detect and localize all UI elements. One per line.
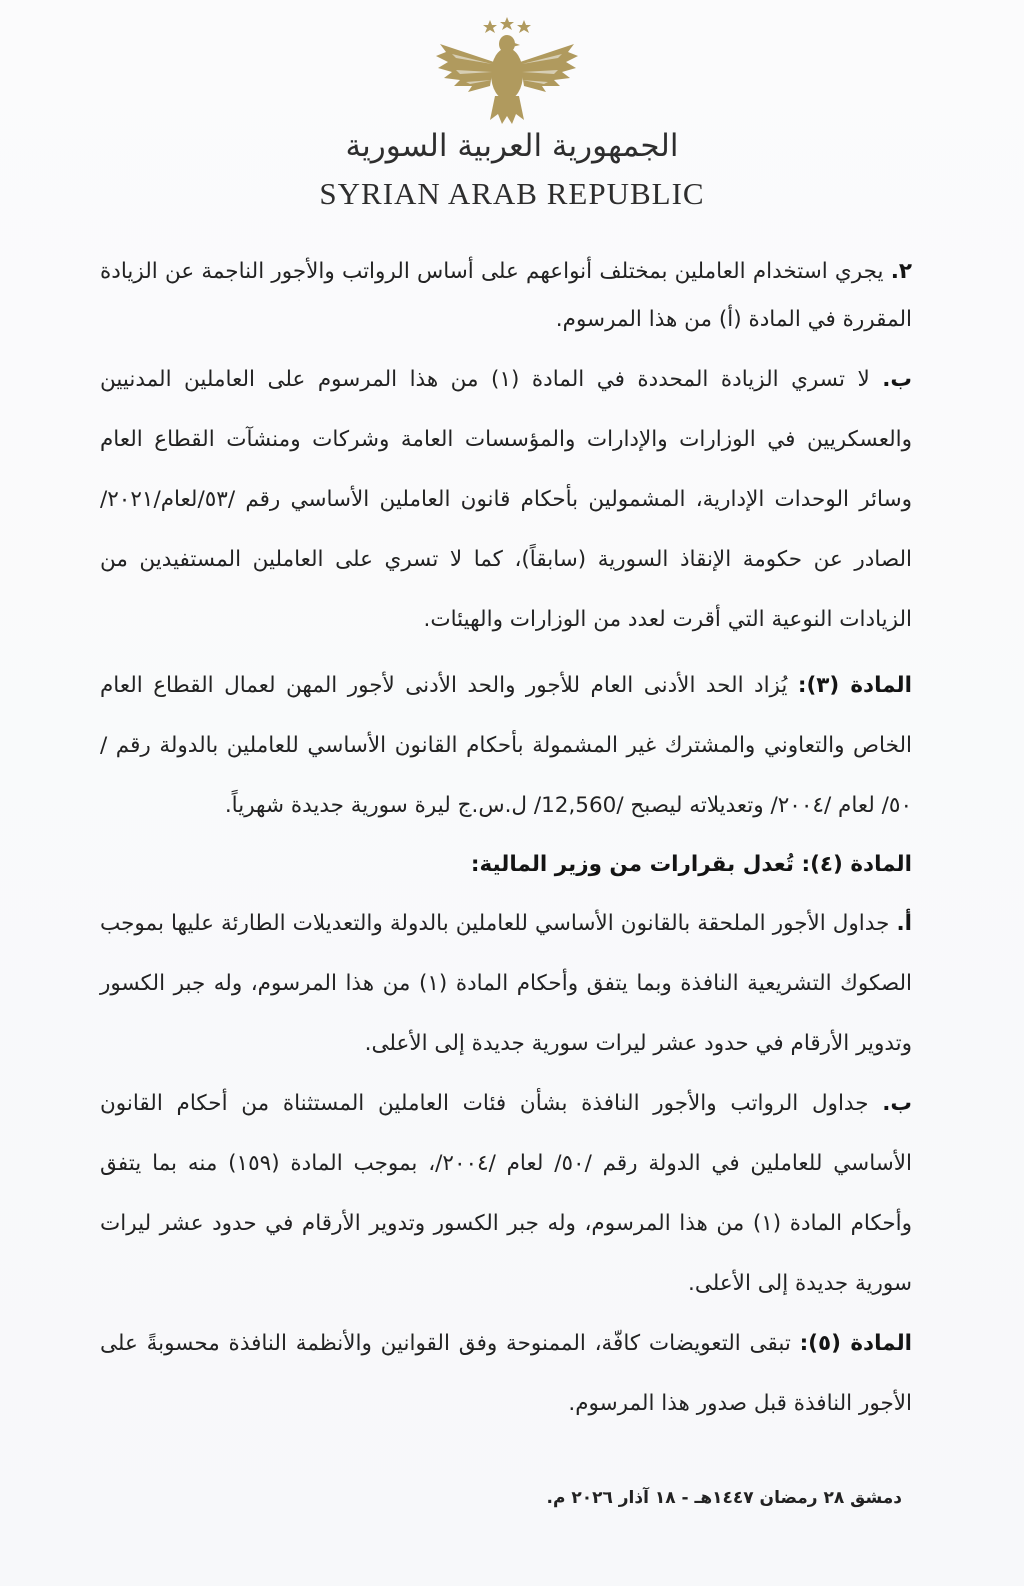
clause-b-salary-tables <box>100 1074 912 1314</box>
clause-text: يجري استخدام العاملين بمختلف أنواعهم على أساس الرواتب والأجور الناجمة عن الزيادة المقررة في المادة (أ) من هذا المرسوم. <box>100 259 912 332</box>
article-text: تبقى التعويضات كافّة، الممنوحة وفق القوانين والأنظمة النافذة محسوبةً على الأجور النافذة قبل صدور هذا المرسوم. <box>100 1331 912 1416</box>
eagle-emblem-icon <box>432 14 582 130</box>
clause-text: جداول الأجور الملحقة بالقانون الأساسي للعاملين بالدولة والتعديلات الطارئة عليها بموجب الصكوك التشريعية النافذة وبما يتفق وأحكام المادة (١) من هذا المرسوم، وله جبر الكسور وتدوير الأرقام في حدود عشر ليرات سورية جديدة إلى الأعلى. <box>100 911 912 1056</box>
article-text: يُزاد الحد الأدنى العام للأجور والحد الأدنى لأجور المهن لعمال القطاع العام الخاص والتعاوني والمشترك غير المشمولة بأحكام القانون الأساسي للعاملين بالدولة رقم /٥٠/ لعام /٢٠٠٤/ وتعديلاته ليصبح /12,560/ ل.س.ج ليرة سورية جديدة شهرياً. <box>100 673 912 818</box>
article-heading: المادة (٤): تُعدل بقرارات من وزير المالية: <box>470 852 912 877</box>
clause-b-exclusion <box>100 350 912 650</box>
clause-2 <box>100 248 912 344</box>
clause-lead: ٢. <box>890 259 912 284</box>
date-line: دمشق ٢٨ رمضان ١٤٤٧هـ - ١٨ آذار ٢٠٢٦ م. <box>546 1488 902 1508</box>
clause-lead: أ. <box>896 911 912 936</box>
clause-text: لا تسري الزيادة المحددة في المادة (١) من هذا المرسوم على العاملين المدنيين والعسكريين في الوزارات والإدارات والمؤسسات العامة وشركات ومنشآت القطاع العام وسائر الوحدات الإدارية، المشمولين بأحكام قانون العاملين الأساسي رقم /٥٣/لعام/٢٠٢١/ الصادر عن حكومة الإنقاذ السورية (سابقاً)، كما لا تسري على العاملين المستفيدين من الزيادات النوعية التي أقرت لعدد من الوزارات والهيئات. <box>100 367 912 632</box>
header-title-arabic: الجمهورية العربية السورية <box>345 128 679 164</box>
article-3 <box>100 656 912 836</box>
clause-lead: ب. <box>882 367 912 392</box>
decree-body <box>100 248 912 1434</box>
article-heading: المادة (٣): <box>797 673 913 698</box>
clause-a-wage-tables <box>100 894 912 1074</box>
clause-text: جداول الرواتب والأجور النافذة بشأن فئات العاملين المستثناة من أحكام القانون الأساسي للعاملين في الدولة رقم /٥٠/ لعام /٢٠٠٤/، بموجب المادة (١٥٩) منه بما يتفق وأحكام المادة (١) من هذا المرسوم، وله جبر الكسور وتدوير الأرقام في حدود عشر ليرات سورية جديدة إلى الأعلى. <box>100 1091 912 1296</box>
article-5 <box>100 1314 912 1434</box>
article-heading: المادة (٥): <box>799 1331 913 1356</box>
clause-lead: ب. <box>882 1091 912 1116</box>
header-title-english: SYRIAN ARAB REPUBLIC <box>319 176 705 211</box>
article-4-heading <box>100 836 912 894</box>
